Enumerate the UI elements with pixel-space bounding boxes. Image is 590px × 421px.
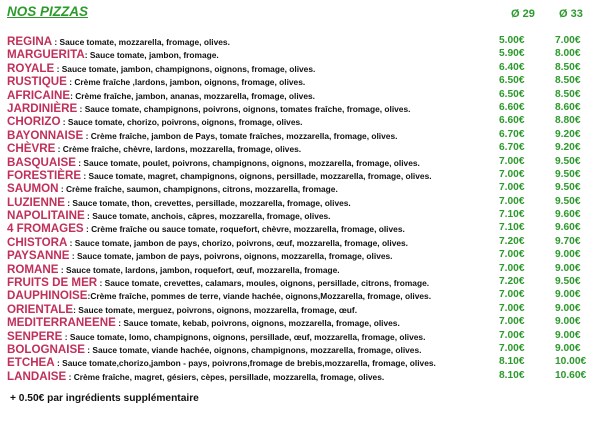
list-item bbox=[7, 342, 590, 355]
price-33: 9.20€ bbox=[555, 142, 581, 154]
pizza-ingredients: Sauce tomate, crevettes, calamars, moules, oignons, persillade, citrons, fromage. bbox=[104, 278, 430, 289]
price-29: 8.10€ bbox=[499, 356, 525, 368]
pizza-name: ROYALE bbox=[7, 61, 55, 75]
pizza-separator: : bbox=[73, 304, 79, 315]
pizza-name: REGINA bbox=[7, 35, 53, 48]
list-item bbox=[7, 248, 590, 261]
pizza-name: ORIENTALE bbox=[7, 302, 74, 316]
list-item bbox=[7, 302, 590, 315]
pizza-name: JARDINIÈRE bbox=[7, 101, 78, 115]
pizza-separator: : bbox=[54, 358, 63, 369]
price-29: 7.00€ bbox=[499, 289, 525, 301]
price-29: 7.20€ bbox=[499, 276, 525, 288]
pizza-ingredients: Sauce tomate, mozzarella, fromage, olives. bbox=[59, 37, 230, 47]
price-29: 7.10€ bbox=[499, 222, 525, 234]
pizza-separator: : bbox=[58, 184, 66, 195]
menu-header bbox=[7, 4, 590, 22]
price-29: 7.20€ bbox=[499, 235, 525, 247]
pizza-ingredients: Sauce tomate, merguez, poivrons, oignons, mozzarella, fromage, œuf. bbox=[78, 304, 358, 315]
pizza-name: SAUMON bbox=[7, 182, 59, 196]
price-33: 9.00€ bbox=[555, 249, 581, 261]
price-29: 6.60€ bbox=[499, 101, 525, 113]
pizza-ingredients: Crème fraîche, saumon, champignons, citrons, mozzarella, fromage. bbox=[65, 184, 338, 195]
price-33: 9.00€ bbox=[555, 329, 581, 341]
list-item bbox=[7, 168, 590, 181]
price-29: 6.50€ bbox=[499, 88, 525, 100]
pizza-name: BAYONNAISE bbox=[7, 128, 84, 142]
price-29: 5.00€ bbox=[499, 35, 525, 46]
list-item bbox=[7, 181, 590, 194]
pizza-name: DAUPHINOISE bbox=[7, 289, 88, 303]
pizza-name: LANDAISE bbox=[7, 369, 67, 383]
pizza-ingredients: Sauce tomate, viande hachée, oignons, champignons, mozzarella, fromage, olives. bbox=[92, 344, 422, 355]
price-column-large-heading: Ø 33 bbox=[559, 8, 583, 20]
pizza-separator: : bbox=[84, 344, 93, 355]
pizza-ingredients: Sauce tomate, poulet, poivrons, champignons, oignons, mozzarella, fromage, olives. bbox=[83, 157, 420, 168]
list-item bbox=[7, 315, 590, 328]
price-29: 6.40€ bbox=[499, 61, 525, 73]
pizza-name: CHISTORA bbox=[7, 235, 68, 249]
pizza-separator: : bbox=[83, 224, 92, 235]
pizza-ingredients: Crème fraîche ou sauce tomate, roquefort, chèvre, mozzarella, fromage, olives. bbox=[91, 224, 405, 235]
price-29: 6.70€ bbox=[499, 128, 525, 140]
pizza-name: RUSTIQUE bbox=[7, 75, 67, 89]
price-33: 9.50€ bbox=[555, 168, 581, 180]
pizza-name: BASQUAISE bbox=[7, 155, 76, 169]
pizza-ingredients: Crème fraîche, chèvre, lardons, mozzarella, fromage, olives. bbox=[62, 144, 302, 155]
pizza-ingredients: Crème fraîche, jambon, ananas, mozzarella, fromage, olives. bbox=[75, 90, 315, 101]
price-29: 7.00€ bbox=[499, 262, 525, 274]
pizza-name: ETCHEA bbox=[7, 356, 55, 370]
pizza-ingredients: Sauce tomate, jambon, champignons, oignons, fromage, olives. bbox=[61, 63, 316, 74]
price-33: 9.00€ bbox=[555, 316, 581, 328]
price-33: 9.00€ bbox=[555, 262, 581, 274]
price-33: 9.70€ bbox=[555, 235, 581, 247]
price-33: 9.20€ bbox=[555, 128, 581, 140]
price-29: 7.00€ bbox=[499, 329, 525, 341]
price-33: 9.00€ bbox=[555, 342, 581, 354]
pizza-ingredients: Sauce tomate,chorizo,jambon - pays, poivrons,fromage de brebis,mozzarella, fromage, olives. bbox=[62, 358, 436, 369]
pizza-name: LUZIENNE bbox=[7, 195, 65, 209]
pizza-ingredients: Sauce tomate, anchois, câpres, mozzarella, fromage, olives. bbox=[92, 211, 331, 222]
pizza-separator: : bbox=[70, 90, 76, 101]
pizza-name: AFRICAINE bbox=[7, 88, 71, 102]
list-item bbox=[7, 47, 590, 60]
list-item bbox=[7, 369, 590, 382]
price-33: 8.60€ bbox=[555, 101, 581, 113]
price-33: 9.00€ bbox=[555, 289, 581, 301]
price-33: 9.50€ bbox=[555, 276, 581, 288]
pizza-name: BOLOGNAISE bbox=[7, 342, 85, 356]
price-33: 10.00€ bbox=[555, 356, 587, 368]
price-29: 7.00€ bbox=[499, 182, 525, 194]
pizza-separator: : bbox=[52, 37, 60, 47]
list-item bbox=[7, 88, 590, 101]
pizza-separator: : bbox=[58, 264, 66, 275]
pizza-separator: : bbox=[84, 50, 90, 61]
price-33: 9.50€ bbox=[555, 155, 581, 167]
price-29: 7.00€ bbox=[499, 302, 525, 314]
pizza-separator: : bbox=[69, 251, 77, 262]
list-item bbox=[7, 288, 590, 301]
pizza-name: FORESTIÈRE bbox=[7, 168, 82, 182]
list-item bbox=[7, 128, 590, 141]
price-29: 7.00€ bbox=[499, 342, 525, 354]
pizza-list bbox=[7, 34, 590, 382]
pizza-separator: : bbox=[83, 130, 91, 141]
price-column-small-heading: Ø 29 bbox=[511, 8, 535, 20]
pizza-separator: : bbox=[81, 170, 89, 181]
list-item bbox=[7, 208, 590, 221]
price-33: 8.80€ bbox=[555, 115, 581, 127]
pizza-name: 4 FROMAGES bbox=[7, 222, 84, 236]
price-29: 7.00€ bbox=[499, 168, 525, 180]
pizza-separator: : bbox=[66, 77, 75, 88]
list-item bbox=[7, 275, 590, 288]
pizza-separator: : bbox=[84, 211, 93, 222]
pizza-name: MARGUERITA bbox=[7, 48, 85, 62]
price-33: 9.60€ bbox=[555, 222, 581, 234]
price-33: 9.60€ bbox=[555, 209, 581, 221]
list-item bbox=[7, 221, 590, 234]
pizza-ingredients: Sauce tomate, kebab, poivrons, oignons, mozzarella, fromage, olives. bbox=[123, 318, 400, 329]
pizza-ingredients: Crème fraîche, jambon de Pays, tomate fraîches, mozzarella, fromage, olives. bbox=[90, 130, 398, 141]
price-33: 10.60€ bbox=[555, 369, 587, 381]
pizza-separator: : bbox=[77, 103, 85, 114]
page-title: NOS PIZZAS bbox=[7, 4, 89, 19]
pizza-name: PAYSANNE bbox=[7, 249, 70, 263]
pizza-separator: : bbox=[66, 371, 74, 382]
pizza-name: FRUITS DE MER bbox=[7, 276, 98, 290]
pizza-separator: : bbox=[54, 63, 62, 74]
list-item bbox=[7, 61, 590, 74]
pizza-name: SENPERE bbox=[7, 329, 63, 343]
price-33: 8.50€ bbox=[555, 75, 581, 87]
list-item bbox=[7, 74, 590, 87]
list-item bbox=[7, 355, 590, 368]
list-item bbox=[7, 34, 590, 47]
price-33: 9.50€ bbox=[555, 195, 581, 207]
pizza-name: MEDITERRANEENE bbox=[7, 316, 116, 330]
pizza-separator: : bbox=[115, 318, 124, 329]
list-item bbox=[7, 155, 590, 168]
price-29: 6.60€ bbox=[499, 115, 525, 127]
pizza-ingredients: Sauce tomate, jambon de pays, chorizo, poivrons, œuf, mozzarella, fromage, olives. bbox=[74, 237, 409, 248]
pizza-ingredients: Crème fraîche ,lardons, jambon, oignons, fromage, olives. bbox=[74, 77, 306, 88]
pizza-separator: : bbox=[62, 331, 70, 342]
pizza-ingredients: Crème fraîche, pommes de terre, viande hachée, oignons,Mozzarella, fromage, olives. bbox=[90, 291, 432, 302]
pizza-name: CHORIZO bbox=[7, 115, 61, 129]
pizza-separator: : bbox=[87, 291, 91, 302]
pizza-name: CHÈVRE bbox=[7, 142, 56, 156]
pizza-separator: : bbox=[60, 117, 68, 128]
list-item bbox=[7, 101, 590, 114]
list-item bbox=[7, 114, 590, 127]
pizza-ingredients: Sauce tomate, jambon, fromage. bbox=[89, 50, 219, 61]
price-33: 8.50€ bbox=[555, 61, 581, 73]
pizza-name: NAPOLITAINE bbox=[7, 209, 85, 223]
list-item bbox=[7, 195, 590, 208]
supplement-note: + 0.50€ par ingrédients supplémentaire bbox=[10, 393, 199, 404]
pizza-ingredients: Sauce tomate, thon, crevettes, persillade, mozzarella, fromage, olives. bbox=[72, 197, 351, 208]
price-29: 7.00€ bbox=[499, 316, 525, 328]
price-29: 8.10€ bbox=[499, 369, 525, 381]
list-item bbox=[7, 235, 590, 248]
pizza-ingredients: Sauce tomate, lomo, champignons, oignons, persillade, œuf, mozzarella, fromage, olives. bbox=[69, 331, 426, 342]
pizza-ingredients: Crème fraîche, magret, gésiers, cèpes, persillade, mozzarella, fromage, olives. bbox=[73, 371, 385, 382]
list-item bbox=[7, 262, 590, 275]
pizza-ingredients: Sauce tomate, chorizo, poivrons, oignons, fromage, olives. bbox=[67, 117, 303, 128]
price-33: 8.00€ bbox=[555, 48, 581, 60]
price-29: 5.90€ bbox=[499, 48, 525, 60]
price-29: 7.10€ bbox=[499, 209, 525, 221]
price-29: 6.70€ bbox=[499, 142, 525, 154]
price-29: 7.00€ bbox=[499, 155, 525, 167]
pizza-ingredients: Sauce tomate, magret, champignons, oignons, persillade, mozzarella, fromage, olives. bbox=[88, 170, 432, 181]
price-29: 6.50€ bbox=[499, 75, 525, 87]
pizza-name: ROMANE bbox=[7, 262, 59, 276]
pizza-separator: : bbox=[97, 278, 105, 289]
list-item bbox=[7, 329, 590, 342]
pizza-ingredients: Sauce tomate, lardons, jambon, roquefort, œuf, mozzarella, fromage. bbox=[65, 264, 340, 275]
price-33: 8.50€ bbox=[555, 88, 581, 100]
price-29: 7.00€ bbox=[499, 249, 525, 261]
pizza-ingredients: Sauce tomate, champignons, poivrons, oignons, tomates fraîche, fromage, olives. bbox=[84, 103, 411, 114]
price-33: 7.00€ bbox=[555, 35, 581, 46]
price-33: 9.50€ bbox=[555, 182, 581, 194]
pizza-separator: : bbox=[75, 157, 84, 168]
price-29: 7.00€ bbox=[499, 195, 525, 207]
pizza-separator: : bbox=[67, 237, 75, 248]
price-33: 9.00€ bbox=[555, 302, 581, 314]
pizza-separator: : bbox=[64, 197, 73, 208]
list-item bbox=[7, 141, 590, 154]
pizza-ingredients: Sauce tomate, jambon de pays, poivrons, oignons, mozzarella, fromage, olives. bbox=[76, 251, 393, 262]
pizza-separator: : bbox=[55, 144, 63, 155]
